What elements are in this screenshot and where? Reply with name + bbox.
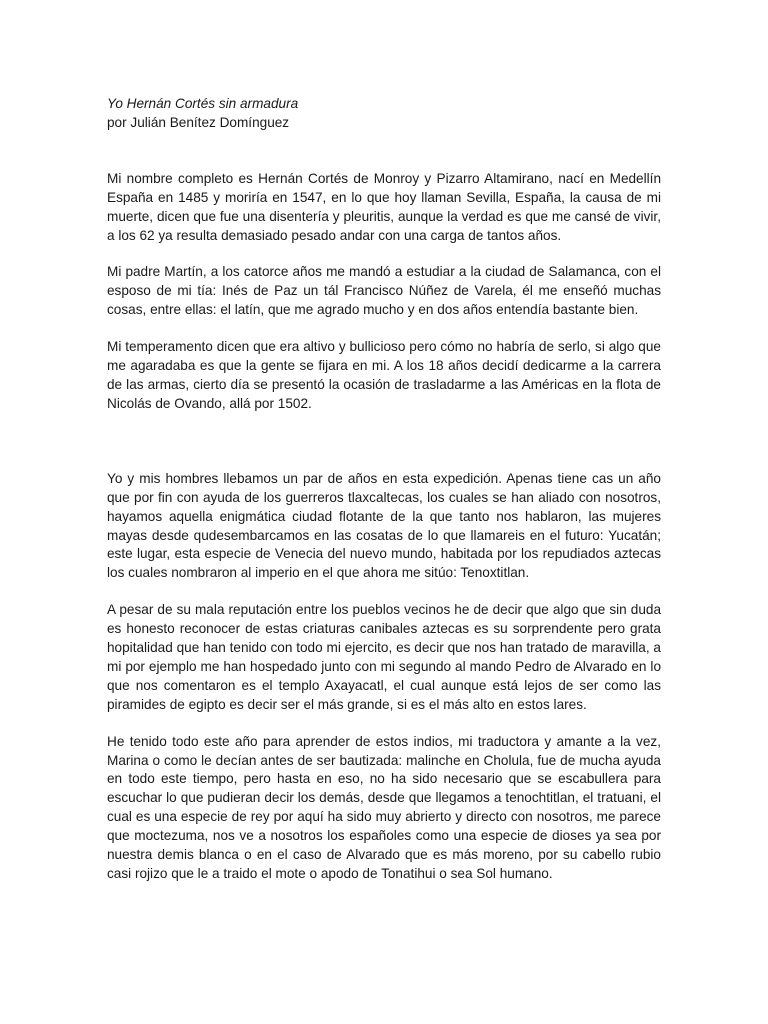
document-page (107, 95, 661, 884)
spacer (107, 320, 661, 338)
spacer (107, 715, 661, 733)
document-author: por Julián Benítez Domínguez (107, 114, 290, 130)
paragraph-4: Yo y mis hombres llebamos un par de años en esta expedición. Apenas tiene cas un año que por fin con ayuda de los guerreros tlaxcaltecas, los cuales se han aliado con nosotros, hayamos aquella enigmática ciudad flotante de la que tanto nos hablaron, las mujeres mayas desde qudesembarcamos en las cosatas de lo que llamareis en el futuro: Yucatán; este lugar, esta especie de Venecia del nuevo mundo, habitada por los repudiados aztecas los cuales nombraron al imperio en el que ahora me sitúo: Tenoxtitlan. (107, 470, 661, 581)
paragraph-5: A pesar de su mala reputación entre los pueblos vecinos he de decir que algo que sin duda es honesto reconocer de estas criaturas canibales aztecas es su sorprendente pero grata hopitalidad que han tenido con todo mi ejercito, es decir que nos han tratado de maravilla, a mi por ejemplo me han hospedado junto con mi segundo al mando Pedro de Alvarado en lo que nos comentaron es el templo Axayacatl, el cual aunque está lejos de ser como las piramides de egipto es decir ser el más grande, si es el más alto en estos lares. (107, 602, 661, 712)
spacer (107, 583, 661, 601)
spacer (107, 133, 661, 170)
paragraph-1: Mi nombre completo es Hernán Cortés de Monroy y Pizarro Altamirano, nací en Medellín España en 1485 y moriría en 1547, en lo que hoy llaman Sevilla, España, la causa de mi muerte, dicen que fue una disentería y pleuritis, aunque la verdad es que me cansé de vivir, a los 62 ya resulta demasiado pesado andar con una carga de tantos años. (107, 170, 661, 243)
spacer (107, 414, 661, 470)
paragraph-6: He tenido todo este año para aprender de estos indios, mi traductora y amante a la vez, Marina o como le decían antes de ser bautizada: malinche en Cholula, fue de mucha ayuda en todo este tiempo, pero hasta en eso, no ha sido necesario que se escabullera para escuchar lo que pudieran decir los demás, desde que llegamos a tenochtitlan, el tratuani, el cual es una especie de rey por aquí ha sido muy abrierto y directo con nosotros, me parece que moctezuma, nos ve a nosotros los españoles como una especie de dioses ya sea por nuestra demis blanca o en el caso de Alvarado que es más moreno, por su cabello rubio casi rojizo que le a traido el mote o apodo de Tonatihui o sea Sol humano. (107, 733, 661, 881)
document-title: Yo Hernán Cortés sin armadura (107, 96, 299, 111)
paragraph-2: Mi padre Martín, a los catorce años me mandó a estudiar a la ciudad de Salamanca, con el esposo de mi tía: Inés de Paz un tál Francisco Núñez de Varela, él me enseñó muchas cosas, entre ellas: el latín, que me agrado mucho y en dos años entendía bastante bien. (107, 264, 661, 318)
spacer (107, 245, 661, 263)
paragraph-3: Mi temperamento dicen que era altivo y bullicioso pero cómo no habría de serlo, si algo que me agaradaba es que la gente se fijara en mi. A los 18 años decidí dedicarme a la carrera de las armas, cierto día se presentó la ocasión de trasladarme a las Américas en la flota de Nicolás de Ovando, allá por 1502. (107, 339, 661, 411)
